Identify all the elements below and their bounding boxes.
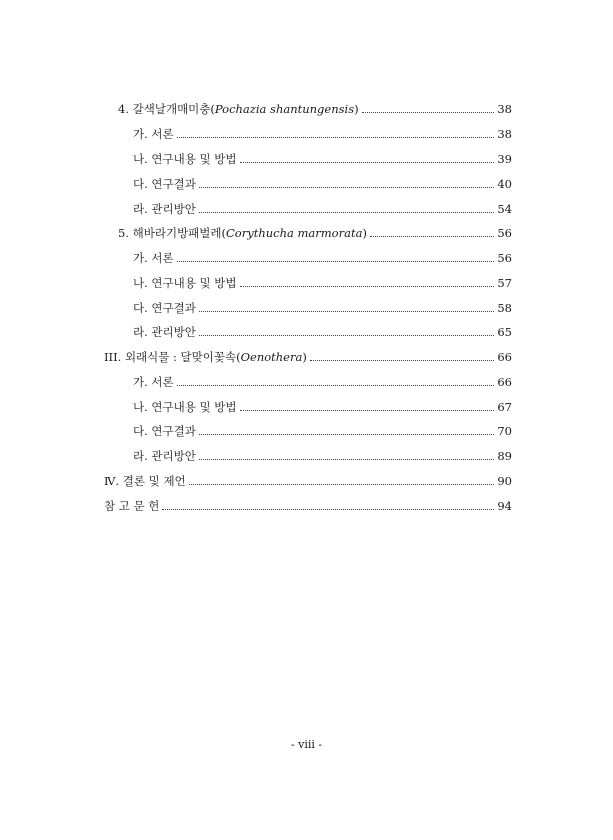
toc-entry-title: 나. 연구내용 및 방법 bbox=[133, 400, 237, 414]
toc-entry-title: 다. 연구결과 bbox=[133, 177, 196, 191]
toc-dot-leader bbox=[177, 261, 495, 262]
toc-dot-leader bbox=[162, 509, 494, 510]
toc-entry[interactable] bbox=[104, 472, 512, 488]
toc-entry-page: 57 bbox=[497, 276, 512, 290]
toc-entry-title: 가. 서론 bbox=[133, 251, 174, 265]
toc-entry-page: 94 bbox=[497, 499, 512, 513]
toc-dot-leader bbox=[370, 236, 494, 237]
toc-entry[interactable] bbox=[118, 224, 512, 240]
toc-entry[interactable] bbox=[133, 373, 512, 389]
toc-entry[interactable] bbox=[133, 422, 512, 438]
toc-dot-leader bbox=[240, 162, 495, 163]
toc-entry[interactable] bbox=[133, 125, 512, 141]
toc-entry-title: 4. 갈색날개매미충(Pochazia shantungensis) bbox=[118, 102, 359, 116]
toc-entry-title: 다. 연구결과 bbox=[133, 301, 196, 315]
toc-entry-page: 56 bbox=[497, 226, 512, 240]
toc-entry[interactable] bbox=[133, 249, 512, 265]
toc-entry-title: III. 외래식물 : 달맞이꽃속(Oenothera) bbox=[104, 350, 307, 364]
toc-entry[interactable] bbox=[133, 150, 512, 166]
toc-entry-title: Ⅳ. 결론 및 제언 bbox=[104, 474, 186, 488]
toc-dot-leader bbox=[240, 286, 495, 287]
toc-dot-leader bbox=[199, 311, 495, 312]
toc-entry-page: 39 bbox=[497, 152, 512, 166]
toc-dot-leader bbox=[199, 335, 495, 336]
toc-dot-leader bbox=[199, 212, 495, 213]
toc-entry-page: 54 bbox=[497, 202, 512, 216]
toc-entry[interactable] bbox=[104, 348, 512, 364]
toc-entry[interactable] bbox=[133, 299, 512, 315]
toc-entry-page: 65 bbox=[497, 325, 512, 339]
toc-entry[interactable] bbox=[133, 175, 512, 191]
toc-entry-title: 나. 연구내용 및 방법 bbox=[133, 152, 237, 166]
toc-entry-title: 가. 서론 bbox=[133, 127, 174, 141]
toc-entry[interactable] bbox=[118, 100, 512, 116]
toc-entry-page: 89 bbox=[497, 449, 512, 463]
toc-entry-title: 가. 서론 bbox=[133, 375, 174, 389]
toc-dot-leader bbox=[240, 410, 495, 411]
toc-dot-leader bbox=[199, 434, 495, 435]
toc-entry-page: 67 bbox=[497, 400, 512, 414]
toc-entry-title: 라. 관리방안 bbox=[133, 449, 196, 463]
toc-entry-title: 다. 연구결과 bbox=[133, 424, 196, 438]
toc-entry-title: 5. 해바라기방패벌레(Corythucha marmorata) bbox=[118, 226, 367, 240]
toc-entry-page: 66 bbox=[497, 350, 512, 364]
toc-entry-page: 38 bbox=[497, 102, 512, 116]
toc-dot-leader bbox=[177, 385, 495, 386]
toc-dot-leader bbox=[189, 484, 495, 485]
page-number: - viii - bbox=[290, 738, 323, 751]
toc-dot-leader bbox=[199, 459, 495, 460]
toc-entry-page: 38 bbox=[497, 127, 512, 141]
toc-dot-leader bbox=[199, 187, 495, 188]
toc-entry[interactable] bbox=[133, 274, 512, 290]
toc-dot-leader bbox=[362, 112, 495, 113]
toc-entry-page: 70 bbox=[497, 424, 512, 438]
toc-entry-title: 참 고 문 헌 bbox=[104, 499, 160, 513]
toc-entry-page: 90 bbox=[497, 474, 512, 488]
toc-entry-page: 40 bbox=[497, 177, 512, 191]
toc-dot-leader bbox=[310, 360, 495, 361]
toc-entry-title: 나. 연구내용 및 방법 bbox=[133, 276, 237, 290]
toc-entry[interactable] bbox=[133, 323, 512, 339]
toc-entry-title: 라. 관리방안 bbox=[133, 202, 196, 216]
toc-entry-page: 58 bbox=[497, 301, 512, 315]
toc-entry[interactable] bbox=[133, 447, 512, 463]
toc-entry-page: 66 bbox=[497, 375, 512, 389]
toc-entry-title: 라. 관리방안 bbox=[133, 325, 196, 339]
toc-dot-leader bbox=[177, 137, 495, 138]
toc-entry[interactable] bbox=[133, 398, 512, 414]
toc-entry[interactable] bbox=[104, 497, 512, 513]
toc-entry[interactable] bbox=[133, 200, 512, 216]
toc-entry-page: 56 bbox=[497, 251, 512, 265]
